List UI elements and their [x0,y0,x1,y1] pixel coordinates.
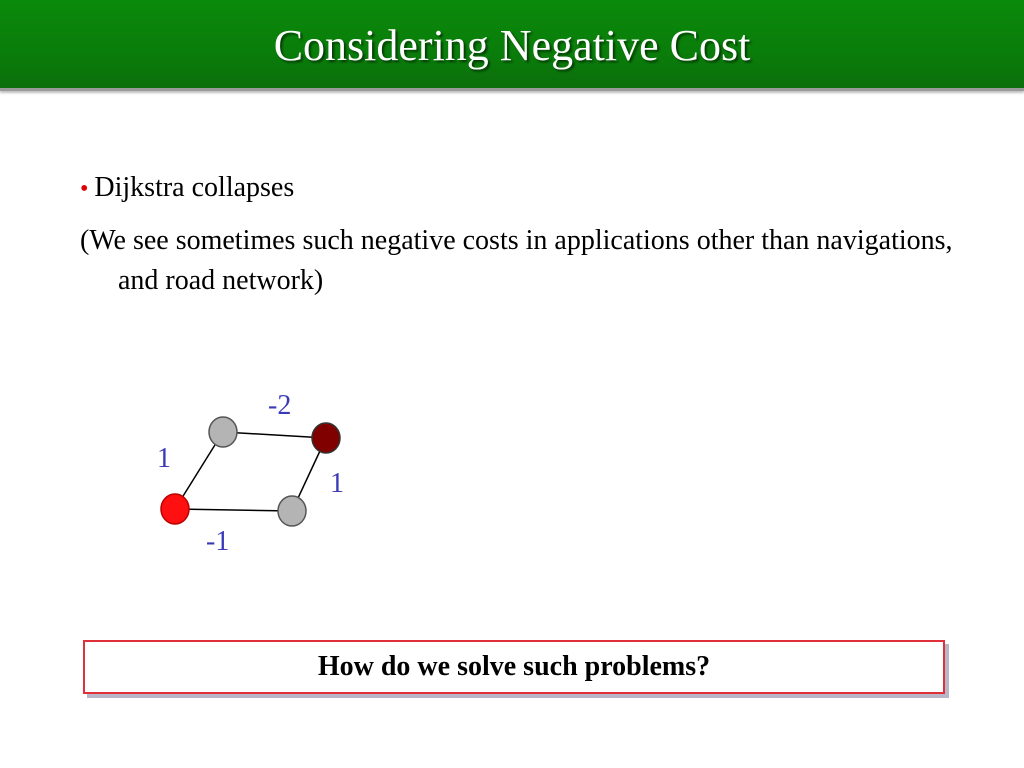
edge-label-top: -2 [268,390,292,421]
question-text: How do we solve such problems? [317,651,711,682]
graph-node-end [312,423,340,453]
edge-label-right: 1 [330,468,344,499]
edge-bottom [175,509,292,511]
edge-top [223,432,326,438]
bullet-text: Dijkstra collapses [94,172,295,203]
question-box [83,640,945,694]
graph-node-bottom-right [278,496,306,526]
edge-label-bottom: -1 [206,526,230,557]
graph-node-start [161,494,189,524]
explanation-paragraph: (We see sometimes such negative costs in applications other than navigations, and road network) [80,225,953,296]
bullet-dot-icon: • [80,176,89,202]
slide-title: Considering Negative Cost [273,21,751,70]
graph-node-top-left [209,417,237,447]
edge-label-left: 1 [157,443,171,474]
